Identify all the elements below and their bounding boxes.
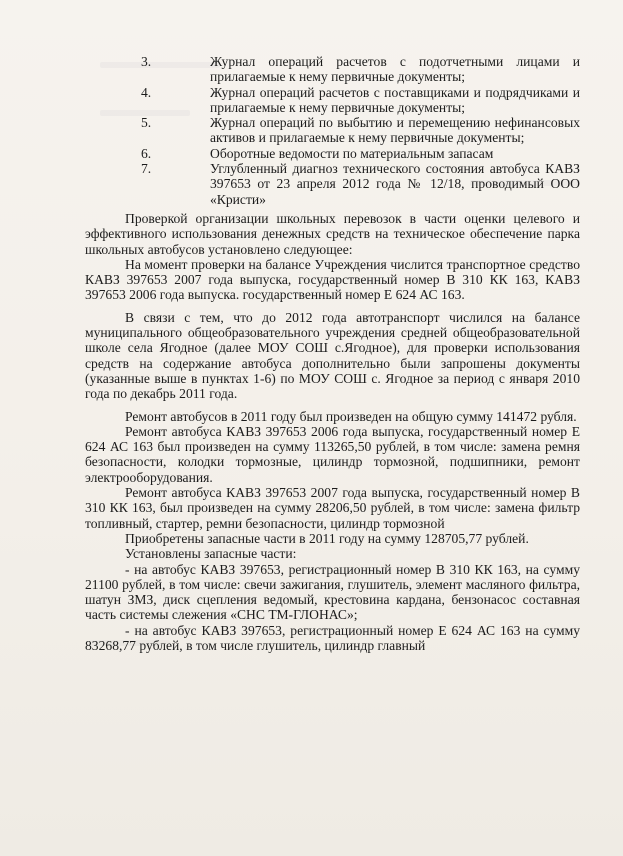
paragraph-balance: На момент проверки на балансе Учреждения числится транспортное средство КАВЗ 397653 2007 года выпуска, государственный номер В 310 КК 163, КАВЗ 397653 2006 года выпуска. государственный номер Е 624 АС 163.	[85, 256, 580, 303]
list-item-text: Журнал операций расчетов с подотчетными лицами и прилагаемые к нему первичные документы;	[210, 54, 580, 85]
paragraph-repair-total: Ремонт автобусов в 2011 году был произведен на общую сумму 141472 рубля.	[125, 408, 577, 424]
list-item	[85, 146, 580, 161]
list-item-number: 3.	[141, 54, 152, 69]
list-item	[85, 54, 580, 85]
list-item-text: Оборотные ведомости по материальным запасам	[210, 145, 494, 161]
paragraph-repair-2007: Ремонт автобуса КАВЗ 397653 2007 года выпуска, государственный номер В 310 КК 163, был произведен на сумму 28206,50 рублей, в том числе: замена фильтр топливный, стартер, ремни безопасности, цилиндр тормозной	[85, 485, 580, 531]
paragraph-parts-purchased: Приобретены запасные части в 2011 году на сумму 128705,77 рублей.	[125, 530, 529, 546]
paragraph-prior-balance: В связи с тем, что до 2012 года автотранспорт числился на балансе муниципального общеобразовательного учреждения средней общеобразовательной школе села Ягодное (далее МОУ СОШ с.Ягодное), для проверки использования средств на содержание автобуса дополнительно были запрошены документы (указанные выше в пунктах 1-6) по МОУ СОШ с. Ягодное за период с января 2010 года по декабрь 2011 года.	[85, 309, 580, 402]
list-item-number: 7.	[141, 161, 152, 177]
list-item-number: 4.	[141, 84, 152, 100]
list-item	[85, 85, 580, 116]
list-item-number: 6.	[141, 145, 152, 161]
list-item-text: Журнал операций по выбытию и перемещению нефинансовых активов и прилагаемые к нему первичные документы;	[210, 115, 580, 146]
paragraph-parts-b310: - на автобус КАВЗ 397653, регистрационный номер В 310 КК 163, на сумму 21100 рублей, в том числе: свечи зажигания, глушитель, элемент масляного фильтра, шатун ЗМЗ, диск сцепления ведомый, крестовина кардана, бензонасос составная часть системы слежения «СНС ТМ-ГЛОНАС»;	[85, 561, 580, 623]
list-item-text: Углубленный диагноз технического состояния автобуса КАВЗ 397653 от 23 апреля 2012 года № 12/18, проводимый ООО «Кристи»	[210, 161, 580, 207]
list-item	[85, 115, 580, 146]
document-body	[85, 54, 580, 653]
paragraph-parts-e624: - на автобус КАВЗ 397653, регистрационный номер Е 624 АС 163 на сумму 83268,77 рублей, в том числе глушитель, цилиндр главный	[85, 622, 580, 653]
list-item-number: 5.	[141, 115, 152, 131]
list-item-text: Журнал операций расчетов с поставщиками и подрядчиками и прилагаемые к нему первичные документы;	[210, 84, 580, 115]
list-item	[85, 161, 580, 207]
paragraph-parts-installed: Установлены запасные части:	[125, 546, 297, 562]
paragraph-inspection-intro: Проверкой организации школьных перевозок в части оценки целевого и эффективного использования денежных средств на техническое обеспечение парка школьных автобусов установлено следующее:	[85, 210, 580, 257]
paragraph-repair-2006: Ремонт автобуса КАВЗ 397653 2006 года выпуска, государственный номер Е 624 АС 163 был произведен на сумму 113265,50 рублей, в том числе: замена ремня безопасности, колодки тормозные, цилиндр тормозной, подшипники, ремонт электрооборудования.	[85, 423, 580, 485]
